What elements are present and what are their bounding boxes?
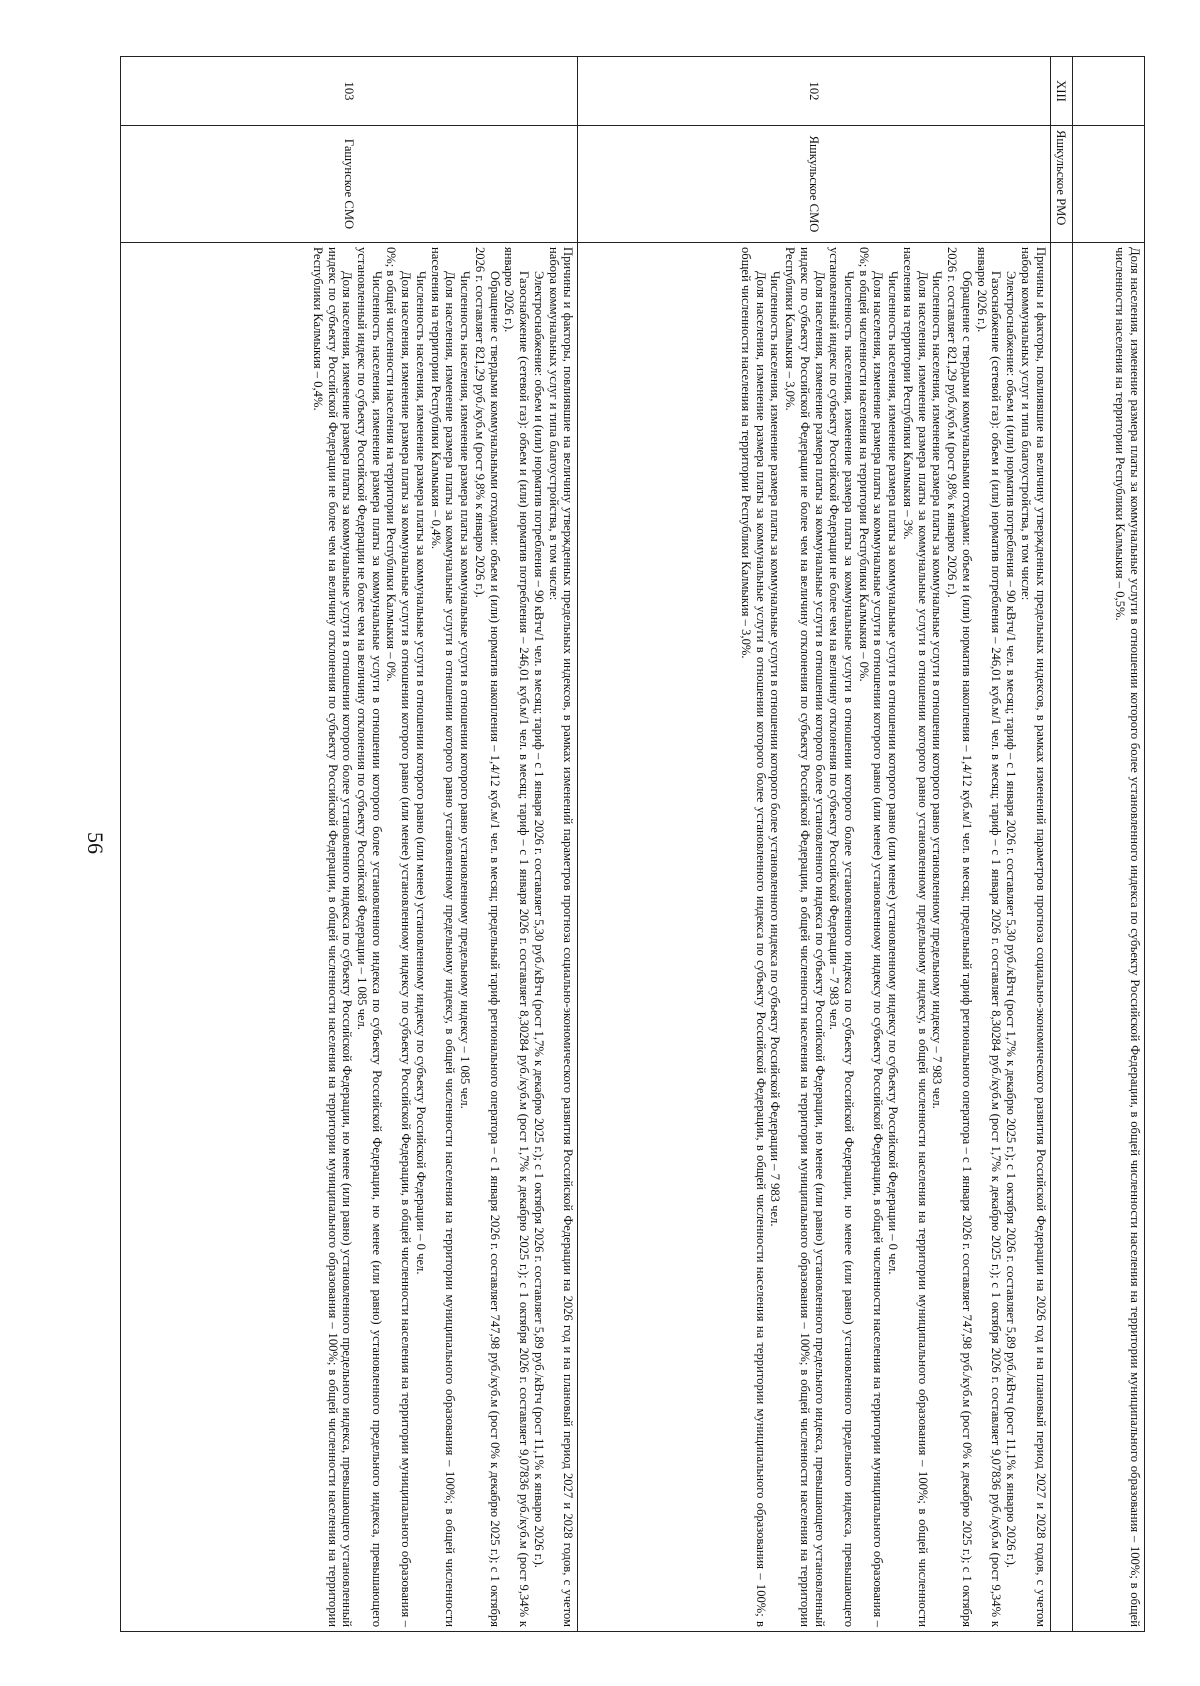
paragraph: Доля населения, изменение размера платы за коммунальные услуги в отношении которого более установленного индекса по субъекту Российской Федерации, в общей численности населения на территории муниципального образования – 100%; в общей численности населения на территории Республики Калмыкия – 3,0%.	[738, 247, 768, 1627]
section-number: XIII	[1050, 57, 1072, 126]
table-row-102	[578, 57, 1050, 1632]
paragraph: Численность населения, изменение размера платы за коммунальные услуги в отношении которого более установленного индекса по субъекту Российской Федерации, но менее (или равно) установленного предельного индекса, превышающего установленный индекс по субъекту Российской Федерации не более чем на величину отклонения по субъекту Российской Федерации – 1 085 чел.	[354, 247, 384, 1627]
paragraph: Численность населения, изменение размера платы за коммунальные услуги в отношении которого равно (или менее) установленному индексу по субъекту Российской Федерации – 0 чел.	[886, 271, 901, 1275]
cell-name-empty	[1072, 126, 1144, 243]
table-row-continuation	[1072, 57, 1144, 1632]
paragraph: Доля населения, изменение размера платы за коммунальные услуги в отношении которого равно установленному предельному индексу, в общей численности населения на территории муниципального образования – 100%; в общей численности населения на территории Республики Калмыкия – 0,4%.	[428, 247, 458, 1627]
paragraph: Причины и факторы, повлиявшие на величину утвержденных предельных индексов, в рамках изменений параметров прогноза социально-экономического развития Российской Федерации на 2026 год и на плановый период 2027 и 2028 годов, с учетом набора коммунальных услуг и типа благоустройства, в том числе:	[1018, 247, 1048, 1627]
cell-continuation-text	[1072, 243, 1144, 1632]
paragraph: Доля населения, изменение размера платы за коммунальные услуги в отношении которого более установленного индекса по субъекту Российской Федерации, но менее (или равно) установленного предельного индекса, превышающего установленный индекс по субъекту Российской Федерации не более чем на величину отклонения по субъекту Российской Федерации, в общей численности населения на территории муниципального образования – 100%; в общей численности населения на территории Республики Калмыкия – 0,4%.	[310, 247, 355, 1627]
paragraph: Причины и факторы, повлиявшие на величину утвержденных предельных индексов, в рамках изменений параметров прогноза социально-экономического развития Российской Федерации на 2026 год и на плановый период 2027 и 2028 годов, с учетом набора коммунальных услуг и типа благоустройства, в том числе:	[546, 247, 576, 1627]
row-municipality-name: Гашунское СМО	[121, 126, 578, 243]
page-number: 56	[83, 832, 108, 854]
cell-number-empty	[1072, 57, 1144, 126]
paragraph: Доля населения, изменение размера платы за коммунальные услуги в отношении которого более установленного индекса по субъекту Российской Федерации, но менее (или равно) установленного предельного индекса, превышающего установленный индекс по субъекту Российской Федерации не более чем на величину отклонения по субъекту Российской Федерации, в общей численности населения на территории муниципального образования – 100%; в общей численности населения на территории Республики Калмыкия – 3,0%.	[783, 247, 827, 1627]
paragraph: Численность населения, изменение размера платы за коммунальные услуги в отношении которого равно установленному предельному индексу – 7 983 чел.	[930, 271, 945, 1109]
paragraph: Обращение с твердыми коммунальными отходами: объем и (или) норматив накопления – 1,4/12 куб.м/1 чел. в месяц; предельный тариф регионального оператора – с 1 января 2026 г. составляет 747,98 руб./куб.м (рост 0% к декабрю 2025 г.); с 1 октября 2026 г. составляет 821,29 руб./куб.м (рост 9,8% к январю 2026 г.).	[945, 247, 974, 1627]
paragraph: Электроснабжение: объем и (или) норматив потребления – 90 кВтч/1 чел. в месяц; тариф – с 1 января 2026 г. составляет 5,30 руб./кВтч (рост 1,7% к декабрю 2025 г.); с 1 октября 2026 г. составляет 5,89 руб./кВтч (рост 11,1% к январю 2026 г.).	[531, 271, 546, 1568]
document-table	[120, 56, 1145, 1632]
table-row-section	[1050, 57, 1072, 1632]
paragraph: Численность населения, изменение размера платы за коммунальные услуги в отношении которого равно (или менее) установленному индексу по субъекту Российской Федерации – 0 чел.	[413, 271, 428, 1275]
paragraph: Доля населения, изменение размера платы за коммунальные услуги в отношении которого равно установленному предельному индексу, в общей численности населения на территории муниципального образования – 100%; в общей численности населения на территории Республики Калмыкия – 3%.	[900, 247, 930, 1627]
paragraph: Доля населения, изменение размера платы за коммунальные услуги в отношении которого равно (или менее) установленному индексу по субъекту Российской Федерации, в общей численности населения на территории муниципального образования – 0%; в общей численности населения на территории Республики Калмыкия – 0%.	[856, 247, 886, 1627]
row-description	[121, 243, 578, 1632]
row-description	[578, 243, 1050, 1632]
paragraph: Численность населения, изменение размера платы за коммунальные услуги в отношении которого более установленного индекса по субъекту Российской Федерации – 7 983 чел.	[768, 271, 783, 1227]
paragraph: Численность населения, изменение размера платы за коммунальные услуги в отношении которого более установленного индекса по субъекту Российской Федерации, но менее (или равно) установленного предельного индекса, превышающего установленный индекс по субъекту Российской Федерации не более чем на величину отклонения по субъекту Российской Федерации – 7 983 чел.	[827, 247, 857, 1627]
table-row-103	[121, 57, 578, 1632]
row-number: 103	[121, 57, 578, 126]
rotated-page-content	[120, 56, 1145, 1632]
row-municipality-name: Яшкульское СМО	[578, 126, 1050, 243]
row-number: 102	[578, 57, 1050, 126]
paragraph: Электроснабжение: объем и (или) норматив потребления – 90 кВтч/1 чел. в месяц; тариф – с 1 января 2026 г. составляет 5,30 руб./кВтч (рост 1,7% к декабрю 2025 г.); с 1 октября 2026 г. составляет 5,89 руб./кВтч (рост 11,1% к январю 2026 г.).	[1004, 271, 1019, 1568]
paragraph: Численность населения, изменение размера платы за коммунальные услуги в отношении которого равно установленному предельному индексу – 1 085 чел.	[458, 271, 473, 1109]
continuation-paragraph: Доля населения, изменение размера платы за коммунальные услуги в отношении которого более установленного индекса по субъекту Российской Федерации, в общей численности населения на территории муниципального образования – 100%; в общей численности населения на территории Республики Калмыкия – 0,5%.	[1113, 247, 1142, 1627]
paragraph: Доля населения, изменение размера платы за коммунальные услуги в отношении которого равно (или менее) установленному индексу по субъекту Российской Федерации, в общей численности населения на территории муниципального образования – 0%; в общей численности населения на территории Республики Калмыкия – 0%.	[384, 247, 414, 1627]
section-name: Яшкульское РМО	[1050, 126, 1072, 243]
section-empty-cell	[1050, 243, 1072, 1632]
paragraph: Обращение с твердыми коммунальными отходами: объем и (или) норматив накопления – 1,4/12 куб.м/1 чел. в месяц; предельный тариф регионального оператора – с 1 января 2026 г. составляет 747,98 руб./куб.м (рост 0% к декабрю 2025 г.); с 1 октября 2026 г. составляет 821,29 руб./куб.м (рост 9,8% к январю 2026 г.).	[472, 247, 502, 1627]
paragraph: Газоснабжение (сетевой газ): объем и (или) норматив потребления – 246,01 куб.м/1 чел. в месяц; тариф – с 1 января 2026 г. составляет 8,30284 руб./куб.м (рост 1,7% к декабрю 2025 г.); с 1 октября 2026 г. составляет 9,07836 руб./куб.м (рост 9,34% к январю 2026 г.).	[502, 247, 532, 1627]
paragraph: Газоснабжение (сетевой газ): объем и (или) норматив потребления – 246,01 куб.м/1 чел. в месяц; тариф – с 1 января 2026 г. составляет 8,30284 руб./куб.м (рост 1,7% к декабрю 2025 г.); с 1 октября 2026 г. составляет 9,07836 руб./куб.м (рост 9,34% к январю 2026 г.).	[974, 247, 1004, 1627]
